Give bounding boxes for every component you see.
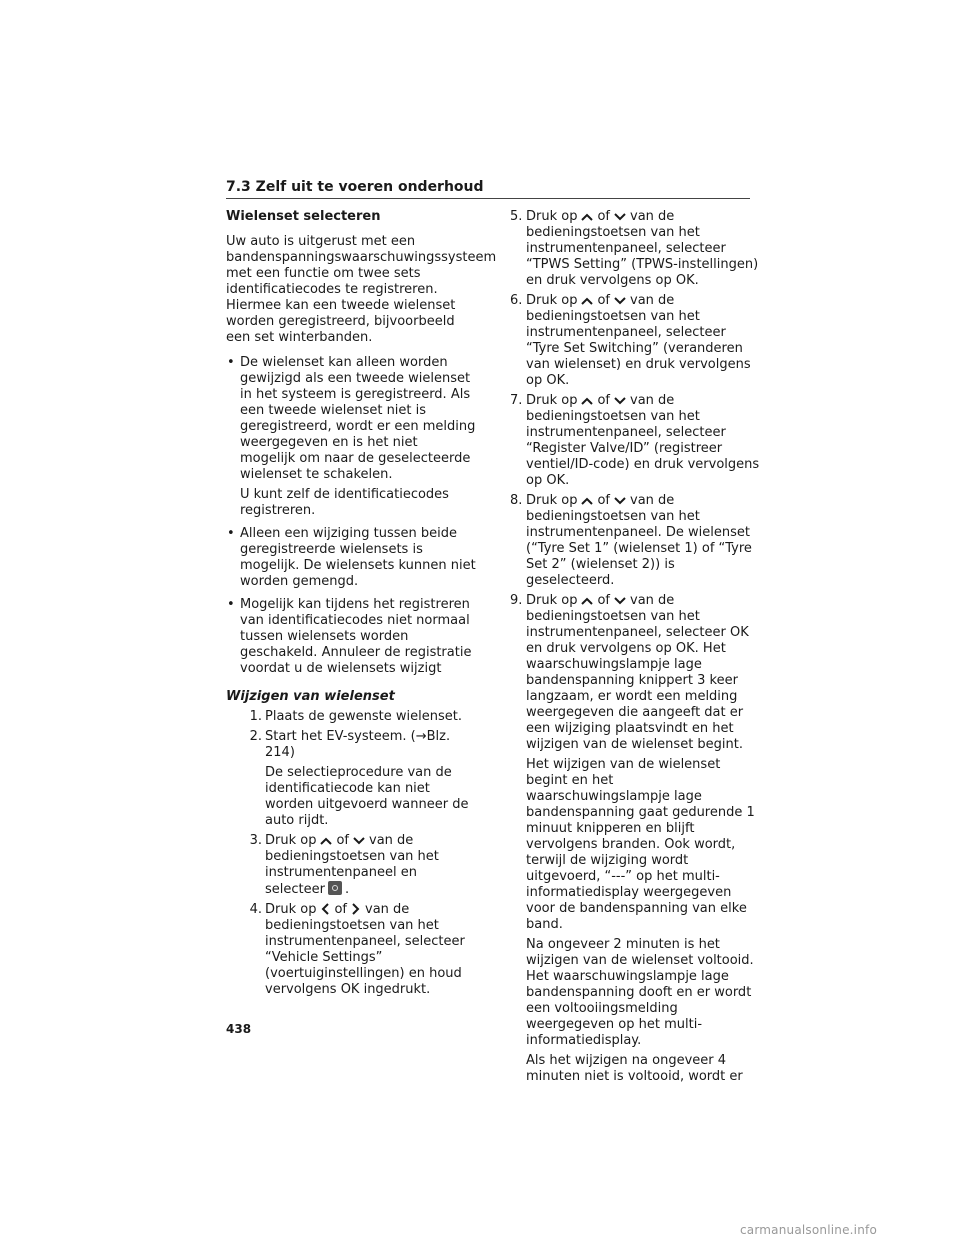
step-end: . xyxy=(344,882,350,897)
step-extra: Als het wijzigen na ongeveer 4 minuten niet is voltooid, wordt er xyxy=(526,1053,743,1084)
step-text xyxy=(265,833,476,898)
step-mid: of xyxy=(597,293,610,308)
bullet-text: • Alleen een wijziging tussen beide geregistreerde wielensets is mogelijk. De wielensets kunnen niet worden gemengd. xyxy=(240,526,476,589)
step-number: 7. xyxy=(510,393,523,408)
bullet-text: • De wielenset kan alleen worden gewijzigd als een tweede wielenset in het systeem is geregistreerd. Als een tweede wielenset niet is geregistreerd, wordt er een melding weergegeven en is het niet mogelijk om naar de geselecteerde wielenset te schakelen. xyxy=(240,355,476,482)
step-text: Start het EV-systeem. (→Blz. 214) xyxy=(265,729,451,760)
chevron-up-icon xyxy=(581,296,593,306)
subheading: Wijzigen van wielenset xyxy=(226,689,395,704)
step-item xyxy=(512,593,760,1085)
step-item xyxy=(512,393,760,489)
chevron-down-icon xyxy=(614,396,626,406)
step-extra: Het wijzigen van de wielenset begint en het waarschuwingslampje lage bandenspanning gaat gedurende 1 minuut knipperen en blijft vervolgens branden. Ook wordt, terwijl de wijziging wordt uitgevoerd, “---” op het multi-informatiedisplay weergegeven voor de bandenspanning van elke band. xyxy=(526,757,755,932)
chevron-up-icon xyxy=(581,396,593,406)
watermark: carmanualsonline.info xyxy=(740,1223,877,1237)
chevron-right-icon xyxy=(351,903,361,915)
step-item xyxy=(512,209,760,289)
step-number: 8. xyxy=(510,493,523,508)
step-number: 9. xyxy=(510,593,523,608)
chevron-down-icon xyxy=(614,496,626,506)
chevron-down-icon xyxy=(614,596,626,606)
step-post: van de bedieningstoetsen van het instrumentenpaneel. De wielenset (“Tyre Set 1” (wielenset 1) of “Tyre Set 2” (wielenset 2)) is geselecteerd. xyxy=(526,493,752,588)
step-pre: Druk op xyxy=(526,593,578,608)
bullet-item xyxy=(226,597,476,677)
step-post: van de bedieningstoetsen van het instrumentenpaneel, selecteer “Vehicle Settings” (voertuiginstellingen) en houd vervolgens OK ingedrukt. xyxy=(265,902,465,997)
chevron-down-icon xyxy=(614,212,626,222)
bullet-item xyxy=(226,526,476,590)
intro-paragraph: Uw auto is uitgerust met een bandenspanningswaarschuwingssysteem met een functie om twee sets identificatiecodes te registreren. Hiermee kan een tweede wielenset worden geregistreerd, bijvoorbeeld een set winterbanden. xyxy=(226,234,497,345)
chevron-up-icon xyxy=(581,212,593,222)
chevron-up-icon xyxy=(581,596,593,606)
chevron-left-icon xyxy=(320,903,330,915)
step-post: van de bedieningstoetsen van het instrumentenpaneel, selecteer “Tyre Set Switching” (veranderen van wielenset) en druk vervolgens op OK. xyxy=(526,293,751,388)
section-header: 7.3 Zelf uit te voeren onderhoud xyxy=(226,179,750,199)
step-pre: Druk op xyxy=(526,293,578,308)
step-extra: Na ongeveer 2 minuten is het wijzigen van de wielenset voltooid. Het waarschuwingslampje lage bandenspanning dooft en er wordt een voltooiingsmelding weergegeven op het multi-informatiedisplay. xyxy=(526,937,754,1048)
step-mid: of xyxy=(597,493,610,508)
section-heading: Wielenset selecteren xyxy=(226,209,381,224)
step-text xyxy=(526,393,760,489)
step-mid: of xyxy=(597,393,610,408)
step-post: van de bedieningstoetsen van het instrumentenpaneel, selecteer “Register Valve/ID” (registreer ventiel/ID-code) en druk vervolgens op OK. xyxy=(526,393,760,488)
step-item xyxy=(512,293,760,389)
step-text: Plaats de gewenste wielenset. xyxy=(265,709,462,724)
bullet-extra: U kunt zelf de identificatiecodes registreren. xyxy=(240,487,449,518)
right-column xyxy=(512,209,760,1089)
left-column xyxy=(226,209,497,1002)
chevron-down-icon xyxy=(614,296,626,306)
step-pre: Druk op xyxy=(526,393,578,408)
step-item xyxy=(232,729,476,829)
step-pre: Druk op xyxy=(526,209,578,224)
step-item xyxy=(512,493,760,589)
step-text xyxy=(526,593,760,753)
step-item xyxy=(232,902,476,998)
chevron-down-icon xyxy=(353,836,365,846)
step-text xyxy=(526,493,760,589)
step-mid: of xyxy=(336,833,349,848)
step-post: van de bedieningstoetsen van het instrumentenpaneel, selecteer “TPWS Setting” (TPWS-instellingen) en druk vervolgens op OK. xyxy=(526,209,759,288)
step-pre: Druk op xyxy=(526,493,578,508)
step-number: 1. xyxy=(249,709,262,724)
step-number: 5. xyxy=(510,209,523,224)
step-text xyxy=(526,209,760,289)
step-number: 2. xyxy=(249,729,262,744)
step-mid: of xyxy=(597,209,610,224)
step-number: 6. xyxy=(510,293,523,308)
settings-icon xyxy=(328,881,342,895)
step-text xyxy=(526,293,760,389)
chevron-up-icon xyxy=(581,496,593,506)
page-number: 438 xyxy=(226,1022,252,1036)
step-number: 4. xyxy=(249,902,262,917)
step-item xyxy=(232,709,476,725)
step-pre: Druk op xyxy=(265,833,317,848)
step-extra: De selectieprocedure van de identificatiecode kan niet worden uitgevoerd wanneer de auto rijdt. xyxy=(265,765,469,828)
step-mid: of xyxy=(334,902,347,917)
bullet-item xyxy=(226,355,476,519)
chevron-up-icon xyxy=(320,836,332,846)
step-pre: Druk op xyxy=(265,902,317,917)
bullet-text: • Mogelijk kan tijdens het registreren van identificatiecodes niet normaal tussen wielensets worden geschakeld. Annuleer de registratie voordat u de wielensets wijzigt xyxy=(240,597,472,676)
step-post: van de bedieningstoetsen van het instrumentenpaneel, selecteer OK en druk vervolgens op OK. Het waarschuwingslampje lage bandenspanning knippert 3 keer langzaam, er wordt een melding weergegeven die aangeeft dat er een wijziging plaatsvindt en het wijzigen van de wielenset begint. xyxy=(526,593,749,752)
step-mid: of xyxy=(597,593,610,608)
step-text xyxy=(265,902,476,998)
step-number: 3. xyxy=(249,833,262,848)
step-item xyxy=(232,833,476,898)
step-post: van de bedieningstoetsen van het instrumentenpaneel en selecteer xyxy=(265,833,439,897)
